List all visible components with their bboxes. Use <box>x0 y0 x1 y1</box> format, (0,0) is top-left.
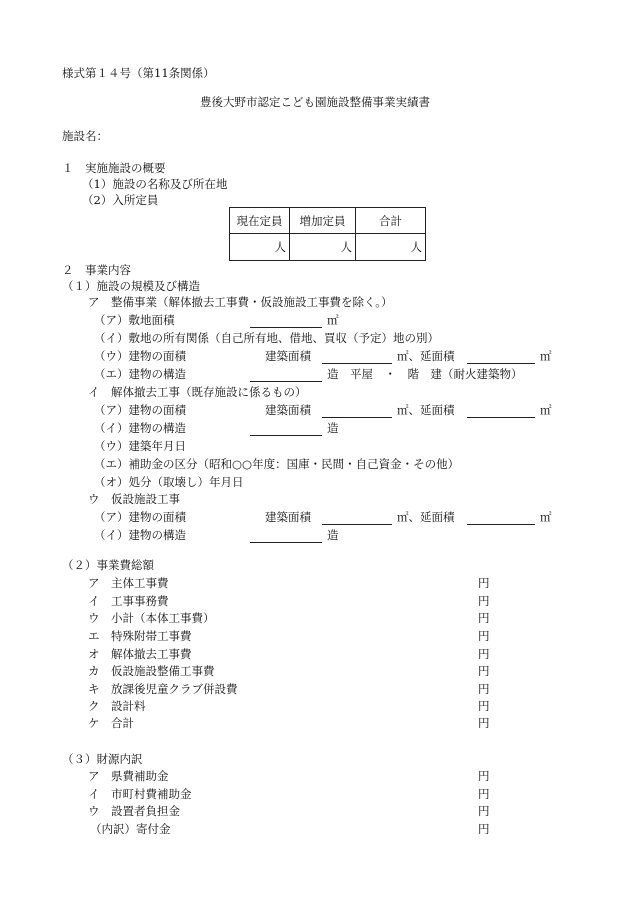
overview-heading: １ 実施施設の概要 <box>62 161 166 175</box>
cost-item-label: キ 放課後児童クラブ併設費 <box>88 682 238 696</box>
funding-donation-label: （内訳）寄付金 <box>90 822 171 836</box>
construction-structure-label: （エ）建物の構造 <box>94 367 186 381</box>
demolition-built-date: （ウ）建築年月日 <box>94 439 186 453</box>
temporary-total-floor-blank <box>467 524 535 525</box>
cost-item-label: ク 設計料 <box>88 699 146 713</box>
funding-donation-unit: 円 <box>478 822 490 836</box>
total-cost-heading: （２）事業費総額 <box>62 558 154 572</box>
funding-item-unit: 円 <box>478 769 490 783</box>
site-area-unit: ㎡ <box>327 313 339 327</box>
demolition-total-floor-blank <box>467 417 535 418</box>
construction-heading: ア 整備事業（解体撤去工事費・仮設施設工事費を除く。） <box>88 295 393 309</box>
funding-item-label: ア 県費補助金 <box>88 769 169 783</box>
funding-item-label: ウ 設置者負担金 <box>88 804 180 818</box>
scale-heading: （１）施設の規模及び構造 <box>62 279 200 293</box>
cost-item-label: ウ 小計（本体工事費） <box>88 611 215 625</box>
capacity-header-increase: 増加定員 <box>290 208 356 234</box>
temporary-structure-blank <box>250 542 322 543</box>
temporary-floor-area-label: （ア）建物の面積 <box>94 510 186 524</box>
construction-total-floor-blank <box>467 363 535 364</box>
capacity-increase-cell: 人 <box>290 234 356 261</box>
demolition-total-floor-unit: ㎡ <box>540 403 552 417</box>
site-area-blank <box>250 327 322 328</box>
capacity-header-current: 現在定員 <box>230 208 290 234</box>
cost-item-unit: 円 <box>478 594 490 608</box>
construction-structure-blank <box>250 381 322 382</box>
cost-item-label: オ 解体撤去工事費 <box>88 647 192 661</box>
temporary-total-floor-label: ㎡、延面積 <box>397 510 455 524</box>
demolition-building-area-blank <box>322 417 392 418</box>
cost-item-label: エ 特殊附帯工事費 <box>88 629 192 643</box>
temporary-building-area-blank <box>322 524 392 525</box>
construction-building-area-label: 建築面積 <box>265 349 311 363</box>
site-ownership: （イ）敷地の所有関係（自己所有地、借地、買収（予定）地の別） <box>94 331 439 345</box>
demolition-disposal-date: （オ）処分（取壊し）年月日 <box>94 475 244 489</box>
construction-structure-suffix: 造 平屋 ・ 階 建（耐火建築物） <box>327 367 523 381</box>
capacity-current-cell: 人 <box>230 234 290 261</box>
funding-item-label: イ 市町村費補助金 <box>88 787 192 801</box>
cost-item-unit: 円 <box>478 611 490 625</box>
capacity-header-total: 合計 <box>356 208 426 234</box>
demolition-heading: イ 解体撤去工事（既存施設に係るもの） <box>88 385 307 399</box>
demolition-floor-area-label: （ア）建物の面積 <box>94 403 186 417</box>
temporary-building-area-label: 建築面積 <box>265 510 311 524</box>
site-area-label: （ア）敷地面積 <box>94 313 175 327</box>
cost-item-label: カ 仮設施設整備工事費 <box>88 664 215 678</box>
construction-total-floor-label: ㎡、延面積 <box>397 349 455 363</box>
cost-item-unit: 円 <box>478 664 490 678</box>
funding-heading: （３）財源内訳 <box>62 752 143 766</box>
construction-total-floor-unit: ㎡ <box>540 349 552 363</box>
cost-item-unit: 円 <box>478 682 490 696</box>
facility-name-label: 施設名： <box>62 129 108 143</box>
demolition-structure-suffix: 造 <box>327 421 339 435</box>
demolition-subsidy-class: （エ）補助金の区分（昭和○○年度：国庫・民間・自己資金・その他） <box>94 457 460 471</box>
demolition-structure-label: （イ）建物の構造 <box>94 421 186 435</box>
cost-item-label: イ 工事事務費 <box>88 594 169 608</box>
cost-item-unit: 円 <box>478 576 490 590</box>
construction-floor-area-label: （ウ）建物の面積 <box>94 349 186 363</box>
construction-building-area-blank <box>322 363 392 364</box>
demolition-structure-blank <box>250 435 322 436</box>
capacity-table <box>229 207 426 261</box>
cost-item-unit: 円 <box>478 629 490 643</box>
content-heading: ２ 事業内容 <box>62 263 131 277</box>
demolition-total-floor-label: ㎡、延面積 <box>397 403 455 417</box>
cost-item-unit: 円 <box>478 647 490 661</box>
cost-item-label: ア 主体工事費 <box>88 576 169 590</box>
temporary-heading: ウ 仮設施設工事 <box>88 492 180 506</box>
cost-item-unit: 円 <box>478 699 490 713</box>
cost-total-label: ケ 合計 <box>88 716 134 730</box>
temporary-structure-label: （イ）建物の構造 <box>94 528 186 542</box>
overview-capacity: （2）入所定員 <box>82 193 159 207</box>
capacity-total-cell: 人 <box>356 234 426 261</box>
funding-item-unit: 円 <box>478 787 490 801</box>
temporary-structure-suffix: 造 <box>327 528 339 542</box>
capacity-table-value-row <box>230 234 426 261</box>
cost-total-unit: 円 <box>478 716 490 730</box>
form-number: 様式第１４号（第11条関係） <box>62 66 215 80</box>
capacity-table-header-row <box>230 208 426 234</box>
demolition-building-area-label: 建築面積 <box>265 403 311 417</box>
document-title: 豊後大野市認定こども園施設整備事業実績書 <box>200 95 430 109</box>
overview-name-location: （1）施設の名称及び所在地 <box>82 177 228 191</box>
temporary-total-floor-unit: ㎡ <box>540 510 552 524</box>
funding-item-unit: 円 <box>478 804 490 818</box>
